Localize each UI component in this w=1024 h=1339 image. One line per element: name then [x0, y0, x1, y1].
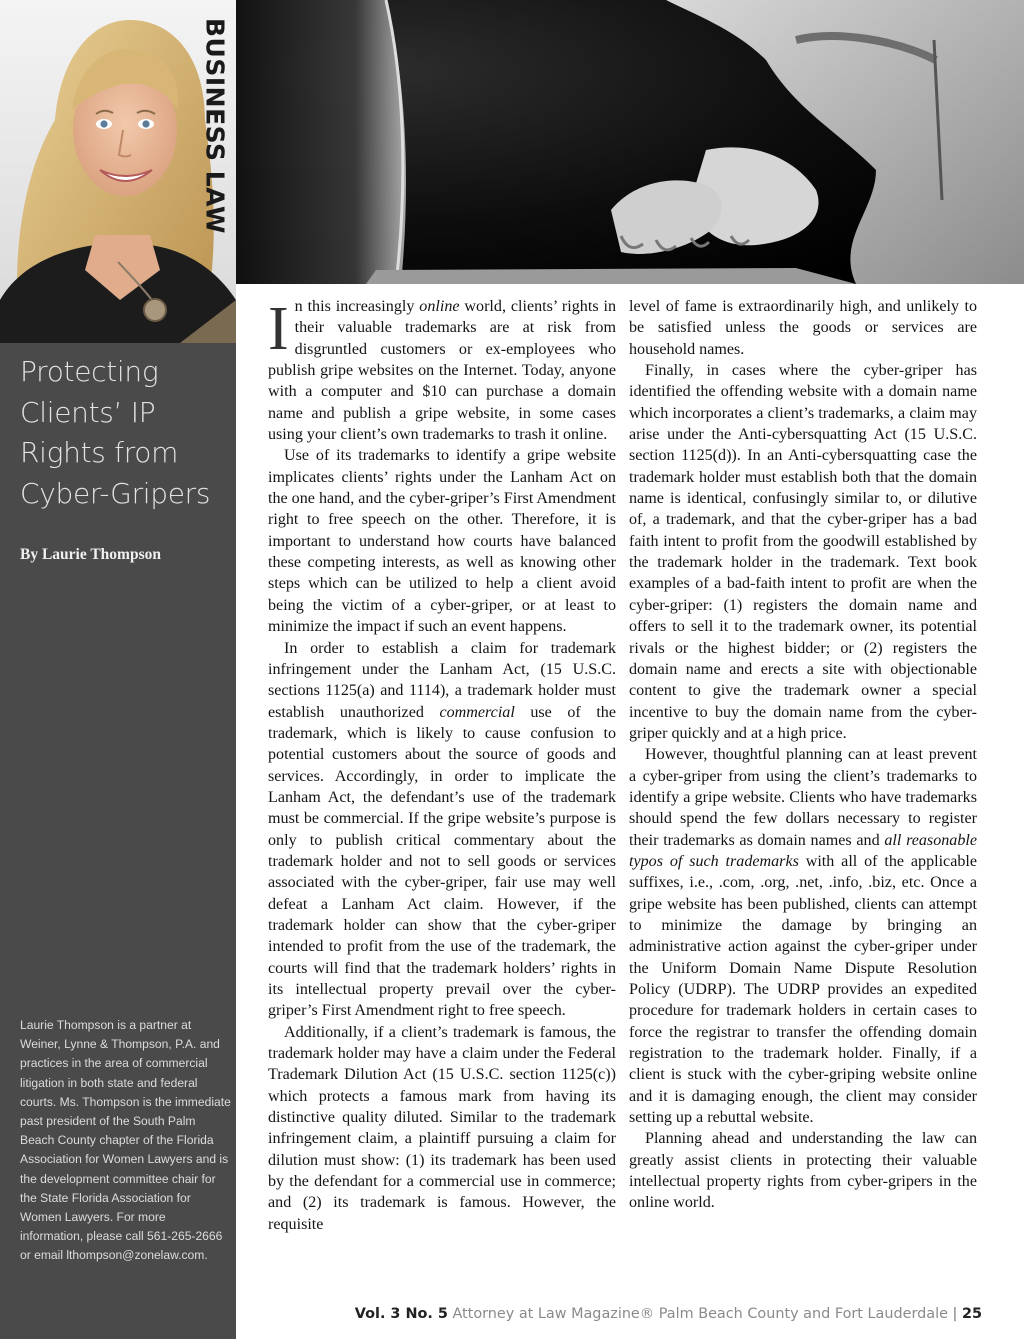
article-paragraph: level of fame is extraordinarily high, and unlikely to be satisfied unless the goods or services are household names.: [629, 298, 977, 358]
article-text: use of the trademark, which is likely to cause confusion to potential customers about the source of goods and services. Accordingly, in order to implicate the Lanham Act, the defendant’s use of the trademark must be commercial. If the gripe website’s purpose is only to publish critical commentary about the trademark holder and not to sell goods or services associated with the cyber-griper, fair use may well defeat a Lanham Act claim. However, if the trademark holder can show that the cyber-griper intended to profit from the use of the trademark, the courts will find that the trademark holders’ rights in its intellectual property prevail over the cyber-griper’s First Amendment right to free speech.: [268, 703, 616, 1020]
article-text: with all of the applicable suffixes, i.e., .com, .org, .net, .info, .biz, etc. Once a gripe website has been published, clients can attempt to minimize the damage by bringing an administrative action against the cyber-griper under the Uniform Domain Name Dispute Resolution Policy (UDRP). The UDRP provides an expedited procedure for trademark holders in certain cases to force the registrar to transfer the offending domain registration to the trademark holder. Finally, if a client is stuck with the cyber-griping website online and it is damaging enough, the client may consider setting up a rebuttal website.: [629, 852, 978, 1127]
article-headline: Protecting Clients’ IP Rights from Cyber-Gripers: [20, 355, 211, 510]
article-paragraph: Planning ahead and understanding the law can greatly assist clients in protecting their valuable intellectual property rights from cyber-gripers in the online world.: [629, 1130, 977, 1212]
article-paragraph: Additionally, if a client’s trademark is famous, the trademark holder may have a claim under the Federal Trademark Dilution Act (15 U.S.C. section 1125(c)) which protects a famous mark from having its distinctive quality diluted. Similar to the trademark infringement claim, a plaintiff pursuing a claim for dilution must show: (1) its trademark has been used by the defendant for a commercial use in commerce; and (2) its trademark is famous. However, the requisite: [268, 1023, 616, 1233]
article-paragraph: [268, 296, 616, 445]
footer-volume: Vol. 3 No. 5: [354, 1306, 448, 1322]
drop-cap: I: [268, 295, 289, 363]
sidebar: [0, 0, 236, 1339]
article-text: In order to establish a claim for trademark infringement under the Lanham Act, (15 U.S.C. sections 1125(a) and 1114), a trademark holder must establish unauthorized: [268, 639, 616, 721]
byline: By Laurie Thompson: [20, 546, 161, 563]
article-paragraph: [268, 638, 616, 1022]
article-column-2: [629, 296, 977, 1214]
footer-separator: |: [952, 1306, 958, 1322]
article-paragraph: Finally, in cases where the cyber-griper has identified the offending website with a domain name which incorporates a client’s trademarks, a claim may arise under the Anti-cybersquatting Act (15 U.S.C. section 1125(d)). In an Anti-cybersquatting case the trademark holder must establish both that the domain name is identical, confusingly similar to, or dilutive of, a trademark, and that the cyber-griper has a bad faith intent to profit from the goodwill established by the trademark holder in the trademark. Text book examples of a bad-faith intent to profit are when the cyber-griper: (1) registers the domain name and offers to sell it to the trademark owner, its potential rivals or the highest bidder; or (2) registers the domain name and erects a site with objectionable content to give the trademark owner a special incentive to buy the domain name from the cyber-griper quickly and at a high price.: [629, 362, 977, 742]
section-label: BUSINESS LAW: [200, 18, 230, 234]
page-number: 25: [961, 1306, 982, 1322]
footer-publication: Attorney at Law Magazine® Palm Beach County and Fort Lauderdale: [452, 1306, 948, 1322]
article-column-1: [268, 296, 616, 1235]
hero-photo: [236, 0, 1024, 284]
author-bio: Laurie Thompson is a partner at Weiner, Lynne & Thompson, P.A. and practices in the area of commercial litigation in both state and federal courts. Ms. Thompson is the immediate past president of the South Palm Beach County chapter of the Florida Association for Women Lawyers and is the development committee chair for the State Florida Association for Women Lawyers. For more information, please call 561-265-2666 or email lthompson@zonelaw.com.: [20, 1018, 231, 1263]
article-text: n this increasingly: [294, 298, 420, 315]
article-emphasis: commercial: [439, 703, 515, 721]
article-text: However, thoughtful planning can at least prevent a cyber-griper from using the client’s trademarks to identify a gripe website. Clients who have trademarks should spend the few dollars necessary to register their trademarks as domain names and: [629, 746, 977, 849]
article-paragraph: [629, 744, 977, 1128]
article-emphasis: all reasonable typos of such trademarks: [629, 831, 977, 870]
article-text: world, clients’ rights in their valuable trademarks are at risk from disgruntled customers or ex-employees who publish gripe websites on the Internet. Today, anyone with a computer and $10 can purchase a domain name and publish a gripe website, in some cases using your client’s own trademarks to trash it online.: [268, 298, 616, 444]
page-footer: [355, 1306, 982, 1322]
article-paragraph: Use of its trademarks to identify a gripe website implicates clients’ rights under the Lanham Act on the one hand, and the cyber-griper’s First Amendment right to free speech on the other. Therefore, it is important to understand how courts have balanced these competing interests, as well as knowing other steps which can be utilized to help a client avoid being the victim of a cyber-griper, or at least to minimize the impact if such an event happens.: [268, 447, 616, 636]
article-emphasis: online: [419, 298, 460, 315]
